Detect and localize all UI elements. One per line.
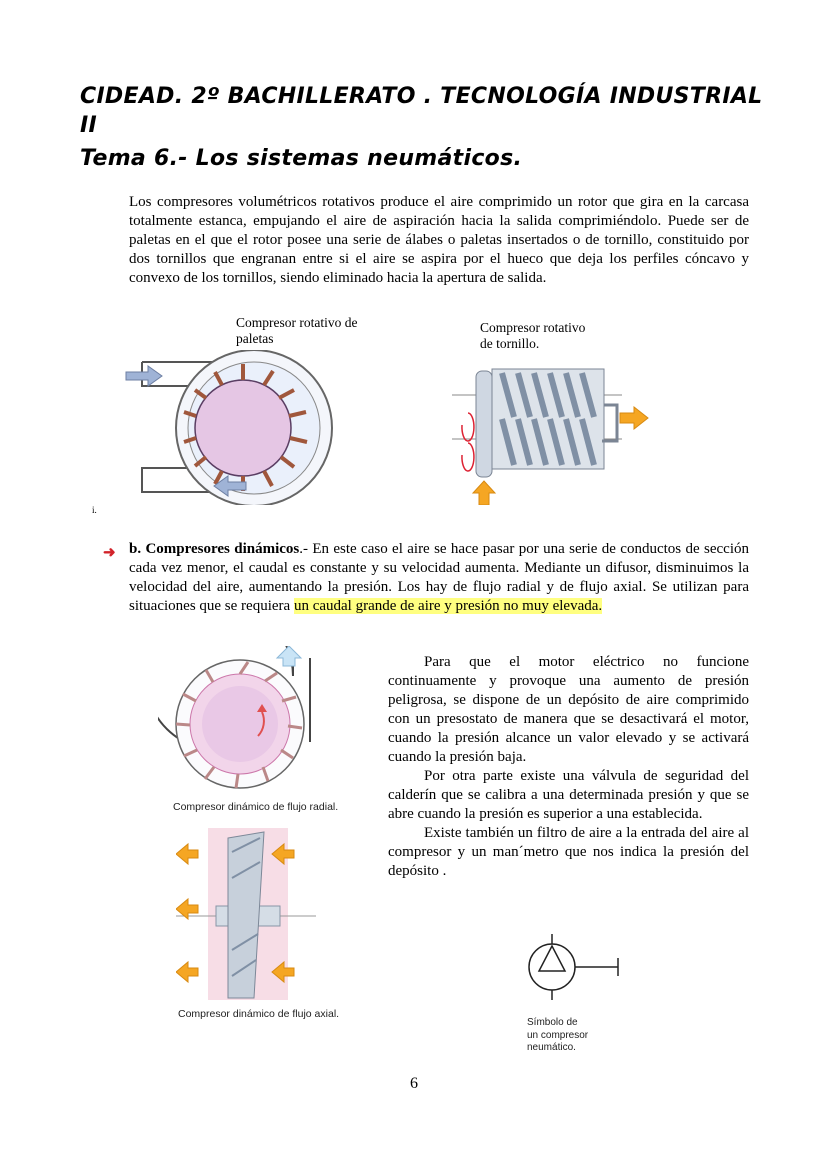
- right-column-text: [388, 653, 749, 881]
- highlighted-text: un caudal grande de aire y presión no muy elevada.: [293, 597, 603, 614]
- vane-compressor-caption: Compresor rotativo de paletas: [236, 315, 358, 346]
- page-number: 6: [410, 1075, 418, 1092]
- section-title: Tema 6.- Los sistemas neumáticos.: [80, 146, 523, 171]
- radial-compressor-caption: Compresor dinámico de flujo radial.: [173, 801, 339, 813]
- right-paragraph-3: Existe también un filtro de aire a la entrada del aire al compresor y un man´metro que nos indica la presión del depósito .: [388, 825, 749, 879]
- screw-compressor-diagram: [452, 355, 652, 505]
- document-header-line-1: CIDEAD. 2º BACHILLERATO . TECNOLOGÍA INDUSTRIAL: [80, 84, 763, 109]
- compressor-symbol-icon: [522, 934, 622, 1000]
- right-paragraph-1: Para que el motor eléctrico no funcione continuamente y provoque una aumento de presión peligrosa, se dispone de un depósito de aire comprimido con un presostato de manera que se desactivará el motor, cuando la presión alcance un valor elevado y se activará cuando la presión baja.: [388, 654, 749, 765]
- dynamic-compressors-paragraph: [129, 540, 749, 616]
- vane-compressor-diagram: [118, 350, 348, 505]
- screw-compressor-caption: Compresor rotativo de tornillo.: [480, 320, 586, 351]
- dynamic-compressors-title: b. Compresores dinámicos: [129, 541, 300, 557]
- stray-mark: i.: [92, 505, 97, 515]
- intro-paragraph: Los compresores volumétricos rotativos produce el aire comprimido un rotor que gira en la carcasa totalmente estanca, empujando el aire de aspiración hacia la salida comprimiéndolo. Puede ser de paletas en el que el rotor posee una serie de álabes o paletas insertados o de tornillo, constituido por dos tornillos que engranan entre si el aire se aspira por el hueco que deja los perfiles cóncavo y convexo de los tornillos, siendo eliminado hacia la apertura de salida.: [129, 194, 749, 286]
- compressor-symbol-caption: Símbolo de un compresor neumático.: [527, 1017, 589, 1053]
- document-header-line-2: II: [80, 113, 97, 138]
- axial-compressor-caption: Compresor dinámico de flujo axial.: [178, 1008, 340, 1020]
- dynamic-compressors-text: .- En este caso el aire se hace pasar por una serie de conductos de sección cada vez menor, el caudal es constante y su velocidad aumenta. Mediante un difusor, disminuimos la velocidad del aire, aumentando la presión. Los hay de flujo radial y de flujo axial. Se utilizan para situaciones que se requiera: [129, 541, 749, 614]
- bullet-arrow-icon: ➜: [103, 545, 116, 561]
- right-paragraph-2: Por otra parte existe una válvula de seguridad del calderín que se calibra a una determinada presión y que se abre cuando la presión es superior a una establecida.: [388, 768, 749, 822]
- radial-compressor-diagram: [158, 646, 328, 801]
- axial-compressor-diagram: [176, 828, 321, 1003]
